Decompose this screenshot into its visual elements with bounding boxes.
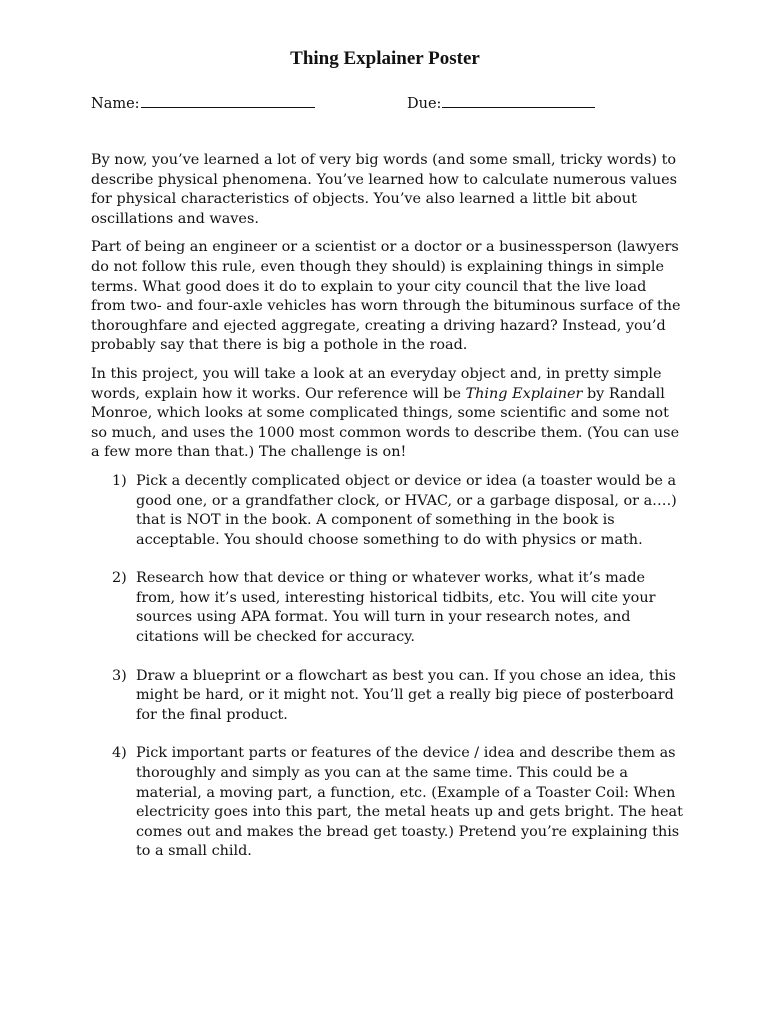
page-title: Thing Explainer Poster: [290, 48, 480, 69]
step-number: 4): [112, 745, 127, 762]
list-item: [91, 667, 685, 726]
name-label: Name:: [91, 96, 140, 112]
step-text: Pick a decently complicated object or device or idea (a toaster would be a good one, or a grandfather clock, or HVAC, or a garbage disposal, or a….) that is NOT in the book. A component of something in the book is acceptable. You should choose something to do with physics or math.: [136, 472, 677, 548]
book-title: Thing Explainer: [465, 385, 583, 402]
name-blank-line: [141, 93, 315, 108]
assignment-body: [91, 151, 685, 881]
project-paragraph-start: In this project, you will take a look at an everyday object and, in pretty simple words, explain how it works. Our reference will be: [91, 365, 662, 402]
step-number: 3): [112, 667, 127, 684]
list-item: [91, 472, 685, 550]
step-text: Draw a blueprint or a flowchart as best you can. If you chose an idea, this might be hard, or it might not. You’ll get a really big piece of posterboard for the final product.: [136, 667, 676, 723]
step-number: 2): [112, 570, 127, 587]
list-item: [91, 569, 685, 647]
step-text: Pick important parts or features of the device / idea and describe them as thoroughly and simply as you can at the same time. This could be a material, a moving part, a function, etc. (Example of a Toaster Coil: When electricity goes into this part, the metal heats up and gets bright. The heat comes out and makes the bread get toasty.) Pretend you’re explaining this to a small child.: [136, 745, 683, 860]
project-paragraph-end: by Randall Monroe, which looks at some complicated things, some scientific and some not so much, and uses the 1000 most common words to describe them. (You can use a few more than that.) The challenge is on!: [91, 385, 680, 461]
project-paragraph: [91, 365, 685, 463]
list-item: [91, 744, 685, 862]
step-number: 1): [112, 472, 127, 489]
due-field: [407, 93, 595, 112]
steps-list: [91, 472, 685, 862]
simple-terms-paragraph: Part of being an engineer or a scientist or a doctor or a businessperson (lawyers do not follow this rule, even though they should) is explaining things in simple terms. What good does it do to explain to your city council that the live load from two- and four-axle vehicles has worn through the bituminous surface of the thoroughfare and ejected aggregate, creating a driving hazard? Instead, you’d probably say that there is big a pothole in the road.: [91, 239, 681, 354]
due-label: Due:: [407, 96, 442, 112]
due-blank-line: [442, 93, 595, 108]
intro-paragraph: By now, you’ve learned a lot of very big words (and some small, tricky words) to describe physical phenomena. You’ve learned how to calculate numerous values for physical characteristics of objects. You’ve also learned a little bit about oscillations and waves.: [91, 152, 678, 227]
name-field: [91, 93, 315, 112]
step-text: Research how that device or thing or whatever works, what it’s made from, how it’s used, interesting historical tidbits, etc. You will cite your sources using APA format. You will turn in your research notes, and citations will be checked for accuracy.: [136, 570, 656, 646]
